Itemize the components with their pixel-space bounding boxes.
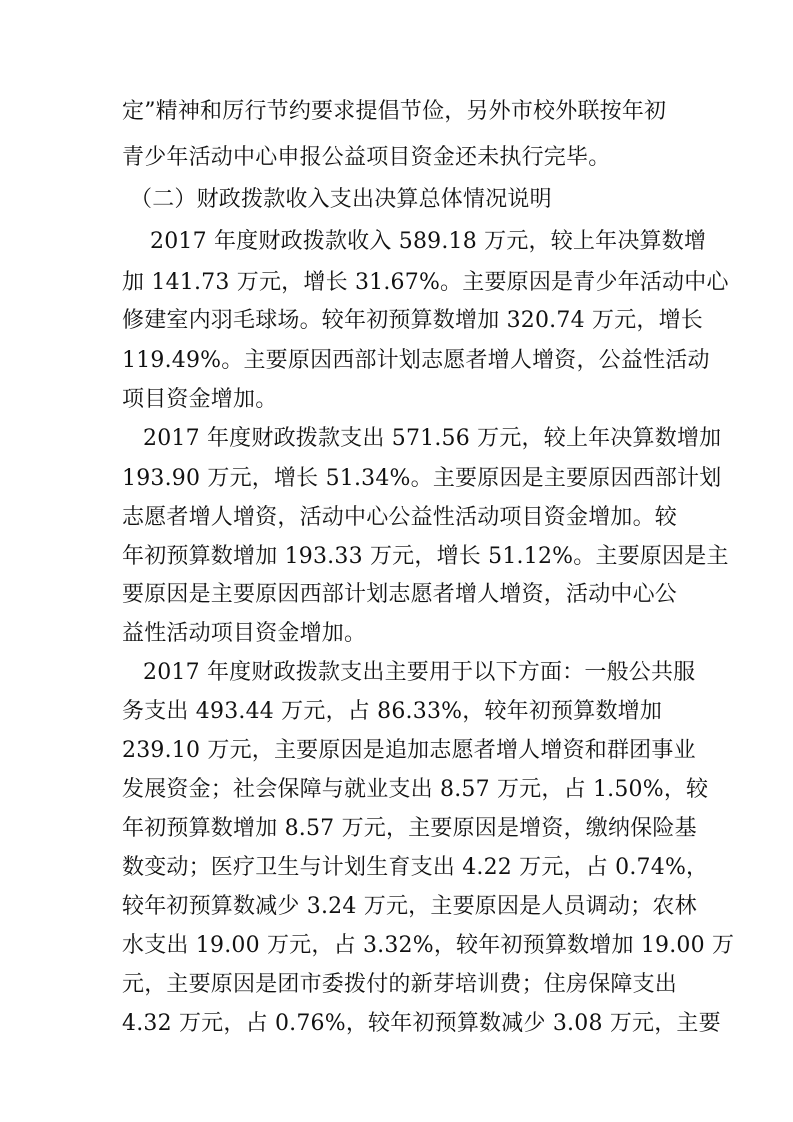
- text-line: 较年初预算数减少 3.24 万元，主要原因是人员调动；农林: [122, 894, 697, 919]
- text-line: 加 141.73 万元，增长 31.67%。主要原因是青少年活动中心: [122, 270, 729, 295]
- text-line: 年初预算数增加 8.57 万元，主要原因是增资，缴纳保险基: [122, 816, 697, 841]
- text-line: 年初预算数增加 193.33 万元，增长 51.12%。主要原因是主: [122, 544, 729, 569]
- text-line: 修建室内羽毛球场。较年初预算数增加 320.74 万元，增长: [122, 308, 703, 333]
- text-line: 发展资金；社会保障与就业支出 8.57 万元，占 1.50%，较: [122, 777, 709, 802]
- text-line: 务支出 493.44 万元，占 86.33%，较年初预算数增加: [122, 699, 663, 724]
- text-line: 2017 年度财政拨款支出 571.56 万元，较上年决算数增加: [143, 426, 722, 451]
- text-line: 项目资金增加。: [122, 387, 278, 412]
- text-line: 定”精神和厉行节约要求提倡节俭，另外市校外联按年初: [122, 99, 667, 124]
- section-heading: （二）财政拨款收入支出决算总体情况说明: [130, 187, 552, 212]
- text-line: 4.32 万元，占 0.76%，较年初预算数减少 3.08 万元，主要: [122, 1011, 721, 1036]
- text-line: 元，主要原因是团市委拨付的新芽培训费；住房保障支出: [122, 972, 678, 997]
- text-line: 益性活动项目资金增加。: [122, 621, 367, 646]
- text-line: 193.90 万元，增长 51.34%。主要原因是主要原因西部计划: [122, 466, 722, 491]
- text-line: 青少年活动中心申报公益项目资金还未执行完毕。: [122, 145, 611, 170]
- text-line: 2017 年度财政拨款支出主要用于以下方面：一般公共服: [143, 660, 696, 685]
- text-line: 水支出 19.00 万元，占 3.32%，较年初预算数增加 19.00 万: [122, 933, 735, 958]
- text-line: 志愿者增人增资，活动中心公益性活动项目资金增加。较: [122, 505, 678, 530]
- text-line: 数变动；医疗卫生与计划生育支出 4.22 万元，占 0.74%，: [122, 855, 709, 880]
- text-line: 239.10 万元，主要原因是追加志愿者增人增资和群团事业: [122, 738, 696, 763]
- text-line: 要原因是主要原因西部计划志愿者增人增资，活动中心公: [122, 582, 678, 607]
- text-line: 119.49%。主要原因西部计划志愿者增人增资，公益性活动: [122, 348, 710, 373]
- text-line: 2017 年度财政拨款收入 589.18 万元，较上年决算数增: [150, 229, 707, 254]
